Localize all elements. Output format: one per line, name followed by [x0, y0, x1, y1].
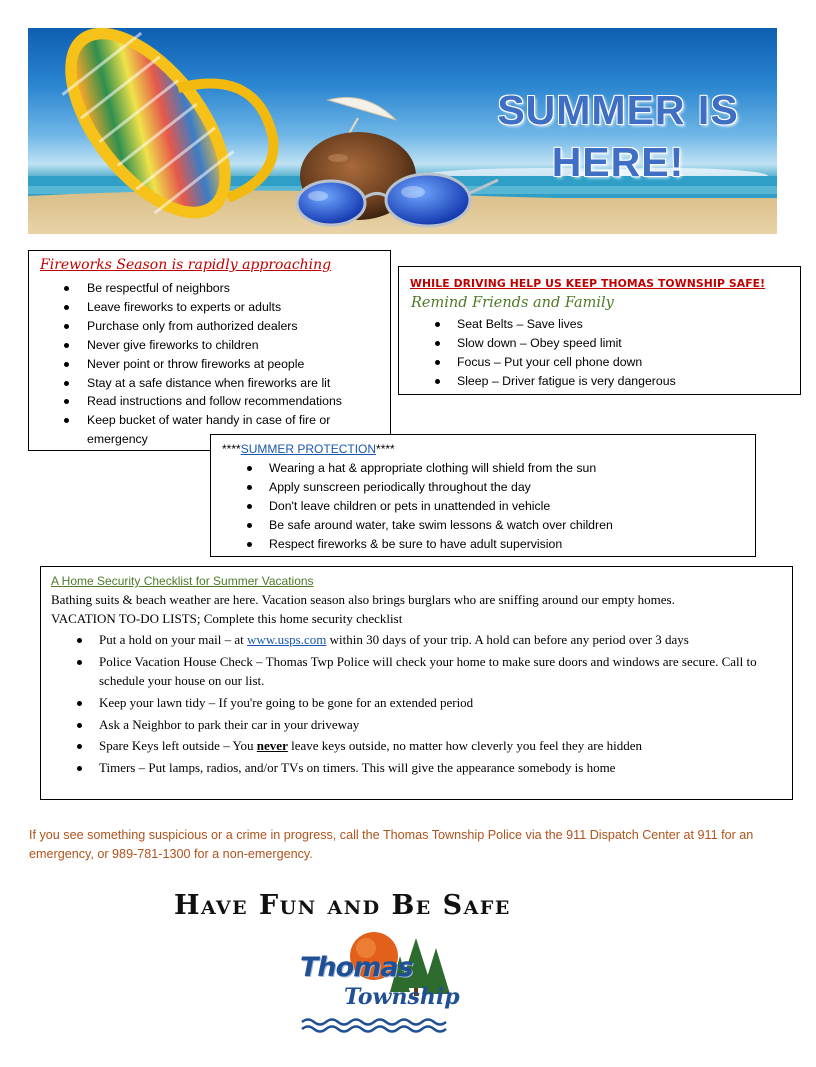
home-security-title: A Home Security Checklist for Summer Vacations [51, 574, 314, 588]
list-item: Slow down – Obey speed limit [457, 334, 787, 353]
intro-line: Bathing suits & beach weather are here. Vacation season also brings burglars who are sniffing around our empty homes. [51, 592, 675, 607]
list-item: Seat Belts – Save lives [457, 315, 787, 334]
thomas-township-logo [296, 930, 460, 1038]
list-item: Wearing a hat & appropriate clothing will shield from the sun [269, 459, 739, 478]
hero-title-line2: HERE! [551, 139, 685, 186]
list-item: Never give fireworks to children [87, 336, 377, 355]
logo-word-township: Township [344, 984, 460, 1010]
list-item-house-check: Police Vacation House Check – Thomas Twp Police will check your home to make sure doors and windows are secure. Call to schedule your house on our list. [99, 652, 779, 691]
list-item: Stay at a safe distance when fireworks are lit [87, 374, 377, 393]
summer-protection-list [269, 459, 739, 554]
title-stars-left: **** [222, 442, 241, 456]
list-item: Leave fireworks to experts or adults [87, 298, 377, 317]
summer-protection-title [222, 442, 395, 456]
list-item: Focus – Put your cell phone down [457, 353, 787, 372]
list-item-neighbor: Ask a Neighbor to park their car in your driveway [99, 715, 779, 735]
list-item-mail-hold [99, 630, 779, 650]
hero-title [468, 84, 768, 189]
list-item-timers: Timers – Put lamps, radios, and/or TVs on timers. This will give the appearance somebody is home [99, 758, 779, 778]
summer-protection-heading: SUMMER PROTECTION [240, 442, 377, 456]
title-stars-right: **** [376, 442, 395, 456]
item-text: leave keys outside, no matter how cleverly you feel they are hidden [287, 738, 642, 754]
home-security-list [99, 630, 779, 780]
list-item: Be safe around water, take swim lessons & watch over children [269, 516, 739, 535]
slogan: Have Fun and Be Safe [174, 890, 511, 921]
list-item: Purchase only from authorized dealers [87, 317, 377, 336]
item-text: Spare Keys left outside – You [99, 738, 257, 754]
police-call-notice: If you see something suspicious or a crime in progress, call the Thomas Township Police via the 911 Dispatch Center at 911 for an emergency, or 989-781-1300 for a non-emergency. [29, 828, 754, 861]
summer-protection-box [210, 434, 756, 557]
driving-title: WHILE DRIVING HELP US KEEP THOMAS TOWNSHIP SAFE! [410, 277, 766, 290]
intro-line: VACATION TO-DO LISTS; Complete this home security checklist [51, 611, 403, 626]
list-item: Keep bucket of water handy in case of fire or emergency [87, 411, 377, 449]
item-text: Put a hold on your mail – at [99, 632, 248, 647]
never-emphasis: never [256, 738, 288, 754]
list-item-spare-keys [99, 736, 779, 756]
fireworks-title: Fireworks Season is rapidly approaching [40, 257, 332, 273]
hero-banner [28, 28, 777, 234]
fireworks-box [28, 250, 391, 451]
list-item: Don't leave children or pets in unattended in vehicle [269, 497, 739, 516]
list-item: Apply sunscreen periodically throughout the day [269, 478, 739, 497]
list-item-lawn: Keep your lawn tidy – If you're going to be gone for an extended period [99, 693, 779, 713]
driving-box [398, 266, 801, 395]
driving-list [457, 315, 787, 391]
home-security-box [40, 566, 793, 800]
list-item: Respect fireworks & be sure to have adult supervision [269, 535, 739, 554]
hero-title-line1: SUMMER IS [497, 87, 739, 133]
logo-word-thomas: Thomas [300, 952, 413, 983]
list-item: Never point or throw fireworks at people [87, 355, 377, 374]
list-item: Be respectful of neighbors [87, 279, 377, 298]
driving-subtitle: Remind Friends and Family [411, 295, 614, 311]
fireworks-list [87, 279, 377, 449]
home-security-intro [51, 590, 781, 628]
item-text: within 30 days of your trip. A hold can before any period over 3 days [326, 632, 689, 647]
list-item: Read instructions and follow recommendations [87, 392, 377, 411]
list-item: Sleep – Driver fatigue is very dangerous [457, 372, 787, 391]
usps-link[interactable]: www.usps.com [247, 632, 327, 647]
